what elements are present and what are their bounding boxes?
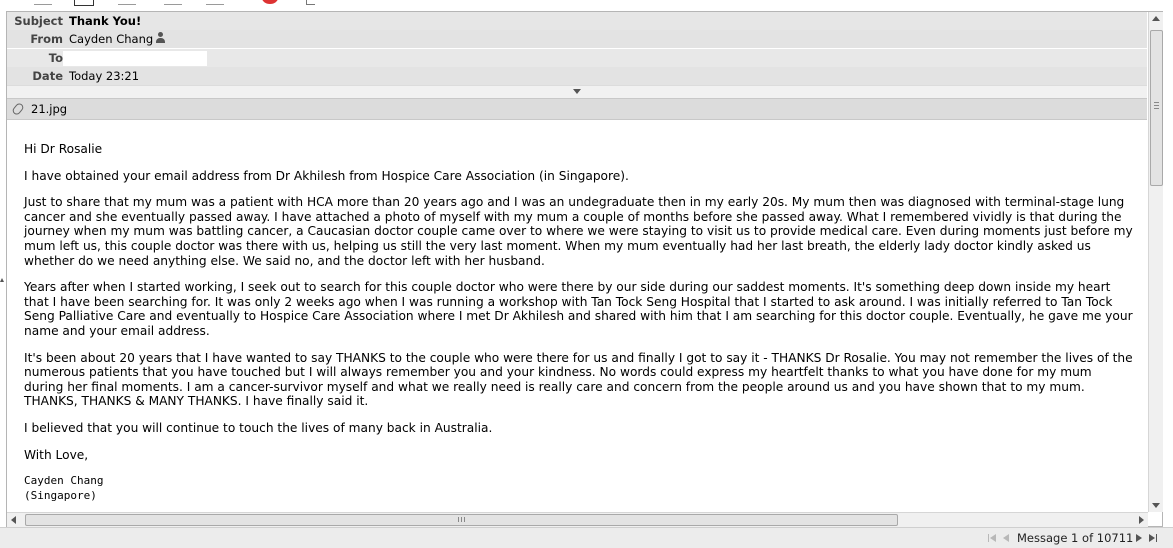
- greeting: Hi Dr Rosalie: [24, 142, 103, 156]
- header-from-row: [7, 30, 1147, 48]
- body-paragraph: I believed that you will continue to touch the lives of many back in Australia.: [24, 420, 493, 435]
- from-value[interactable]: [69, 30, 165, 48]
- to-value: [63, 51, 207, 66]
- header-to-row: [7, 49, 1147, 67]
- closing: With Love,: [24, 447, 89, 462]
- date-label: Date: [32, 69, 63, 83]
- status-bar: [0, 527, 1173, 548]
- body-paragraph: Just to share that my mum was a patient with HCA more than 20 years ago and I was an undegraduate then in my early 20s. My mum then was diagnosed with terminal-stage lung cancer and she eventually passed away. I have attached a photo of myself with my mum a couple of months before she passed away. What I remembered vividly is that during the journey when my mum was battling cancer, a Caucasian doctor couple came over to where we were staying to visit us to provide medical care. Even during moments just before my mum left us, this couple doctor was there with us, helping us still the very last moment. When my mum eventually had her last breath, the elderly lady doctor kindly asked us whether do we need anything else. We said no, and the doctor left with her husband.: [24, 195, 1133, 268]
- person-icon[interactable]: [155, 32, 165, 44]
- header-date-row: [7, 67, 1147, 85]
- attachment-bar: [7, 98, 1147, 120]
- message-counter: Message 1 of 10711: [1017, 531, 1134, 545]
- toolbar-reply-icon[interactable]: [34, 0, 52, 5]
- next-message-icon[interactable]: [1136, 534, 1142, 542]
- message-view: [6, 11, 1163, 527]
- scroll-left-icon[interactable]: [11, 516, 16, 524]
- subject-label: Subject: [14, 14, 63, 28]
- scroll-right-icon[interactable]: [1139, 516, 1144, 524]
- toolbar-flag-icon[interactable]: [306, 0, 315, 5]
- toolbar-document-icon[interactable]: [74, 0, 94, 6]
- last-bar-icon: [1156, 534, 1157, 542]
- signature-location: (Singapore): [24, 488, 97, 502]
- sender-name[interactable]: Cayden Chang: [69, 32, 154, 46]
- splitter-arrow-icon[interactable]: [0, 278, 4, 282]
- body-paragraph: I have obtained your email address from Dr Akhilesh from Hospice Care Association (in Singapore).: [24, 168, 629, 183]
- message-body: [24, 142, 1134, 503]
- vertical-scrollbar[interactable]: [1148, 12, 1163, 512]
- header-collapse-bar[interactable]: [7, 85, 1147, 98]
- from-label: From: [30, 32, 63, 46]
- attachment-link[interactable]: 21.jpg: [31, 102, 68, 116]
- paperclip-icon: [11, 102, 25, 116]
- horizontal-scroll-thumb[interactable]: [25, 514, 898, 526]
- toolbar-print-icon[interactable]: [164, 0, 182, 5]
- toolbar-delete-icon[interactable]: [262, 0, 278, 4]
- first-bar-icon: [988, 534, 989, 542]
- toolbar: [0, 0, 1173, 11]
- body-paragraph: It's been about 20 years that I have wanted to say THANKS to the couple who were there for us and finally I got to say it - THANKS Dr Rosalie. You may not remember the lives of the numerous patients that you have touched but I will always remember you and your kindness. No words could express my heartfelt thanks to what you have done for my mum during her final moments. I am a cancer-survivor myself and what we really need is really care and concern from the people around us and you have shown that to my mum. THANKS, THANKS & MANY THANKS. I have finally said it.: [24, 350, 1133, 409]
- scroll-down-icon[interactable]: [1152, 503, 1160, 508]
- scroll-up-icon[interactable]: [1152, 16, 1160, 21]
- vertical-scroll-thumb[interactable]: [1150, 30, 1163, 186]
- horizontal-scrollbar[interactable]: [7, 512, 1148, 527]
- toolbar-forward-icon[interactable]: [118, 0, 136, 5]
- subject-value: Thank You!: [69, 14, 142, 28]
- grip-icon: [458, 517, 459, 522]
- to-label: To: [48, 51, 63, 65]
- header-subject-row: [7, 12, 1147, 30]
- toolbar-mark-icon[interactable]: [206, 0, 224, 5]
- grip-icon: [1154, 102, 1159, 103]
- body-paragraph: Years after when I started working, I seek out to search for this couple doctor who were there by our side during our saddest moments. It's something deep down inside my heart that I have been searching for. It was only 2 weeks ago when I was running a workshop with Tan Tock Seng Hospital that I started to ask around. I was initially referred to Tan Tock Seng Palliative Care and eventually to Hospice Care Association where I met Dr Akhilesh and shared with him that I am searching for this doctor couple. Eventually, he gave me your name and your email address.: [24, 280, 1133, 338]
- first-message-icon[interactable]: [990, 534, 996, 542]
- previous-message-icon[interactable]: [1003, 534, 1009, 542]
- chevron-down-icon[interactable]: [573, 89, 581, 94]
- signature-name: Cayden Chang: [24, 474, 104, 488]
- date-value: Today 23:21: [69, 69, 140, 83]
- last-message-icon[interactable]: [1149, 534, 1155, 542]
